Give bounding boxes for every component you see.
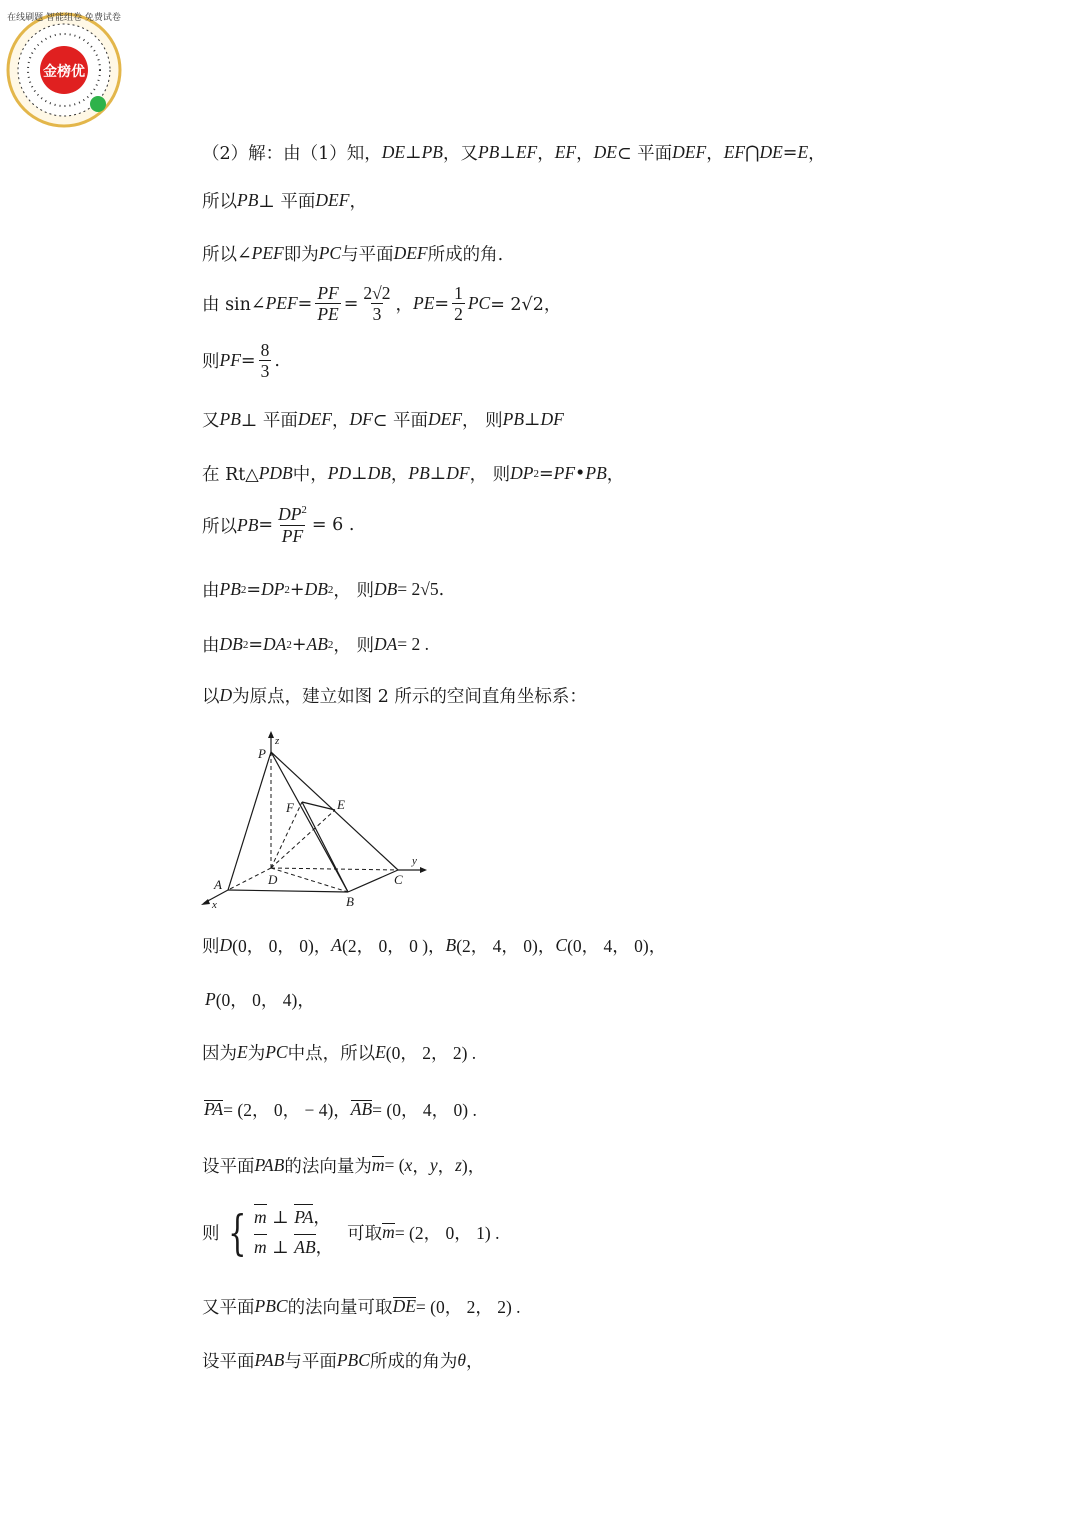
y-arrow-icon	[420, 867, 427, 873]
vector-pa: PA	[204, 1099, 224, 1119]
text-line-19: 设平面 PAB 与平面 PBC 所成的角为 θ ，	[202, 1350, 484, 1372]
label-c: C	[394, 872, 403, 887]
label-e: E	[337, 797, 345, 812]
label-f: F	[286, 800, 294, 815]
label-p: P	[258, 746, 266, 761]
vector-m: m	[371, 1155, 385, 1175]
text-line-4: 由 sin ∠PEF = $\frac{PF}{PE}$ = $\frac{2√2}{3}$ ， PE = $\frac{1}{2}$ PC = 2√2，	[202, 283, 562, 325]
fraction-sin-value: $\frac{2√2}{3}$	[363, 283, 391, 325]
fraction-half: $\frac{1}{2}$	[454, 283, 463, 325]
edge-pb	[271, 752, 348, 892]
edge-bc	[348, 870, 398, 892]
label-y: y	[412, 855, 417, 867]
edge-ab	[228, 890, 348, 892]
edge-pa	[228, 752, 271, 890]
segment-fe	[302, 802, 335, 810]
text-line-16: 设平面 PAB 的法向量为 m = ( x ， y ， z )，	[202, 1155, 486, 1177]
label-z: z	[275, 735, 280, 747]
text-line-17: 则 { m ⊥ PA， m ⊥ AB， 可取 m = (2， 0， 1) .	[202, 1204, 500, 1261]
fraction-pf: $\frac{8}{3}$	[260, 340, 270, 382]
segment-de	[271, 810, 335, 868]
left-brace: {	[227, 1204, 246, 1261]
text-line-3: 所以 ∠PEF 即为 PC 与平面 DEF 所成的角.	[202, 243, 504, 265]
text-line-18: 又平面 PBC 的法向量可取 DE = (0， 2， 2) .	[202, 1296, 521, 1318]
text-line-5: 则 PF = $\frac{8}{3}$ .	[202, 340, 280, 382]
z-arrow-icon	[268, 731, 274, 738]
text-line-15: PA = (2， 0， − 4)， AB = (0， 4， 0) .	[204, 1099, 477, 1120]
logo-top-text: 在线刷题 智能组卷 免费试卷	[7, 13, 121, 23]
logo-badge	[2, 4, 126, 128]
fraction-pb: $\frac{DP^2}{PF}$	[278, 504, 307, 547]
text-line-7: 在 Rt△ PDB 中， PD ⊥ DB ， PB ⊥ DF ， 则 DP 2 = PF • PB ，	[202, 463, 625, 485]
text-line-2: 所以 PB ⊥ 平面 DEF ，	[202, 190, 367, 212]
pyramid-figure	[198, 730, 430, 912]
text-line-10: 由 DB 2 = DA 2 + AB 2 ， 则 DA = 2 .	[202, 634, 430, 656]
text-line-13: P (0， 0， 4)，	[205, 989, 315, 1010]
label-b: B	[346, 894, 354, 909]
text-line-14: 因为 E 为 PC 中点，所以 E (0， 2， 2) .	[202, 1042, 477, 1064]
text-line-1: （2）解：由（1）知， DE ⊥ PB ，又 PB ⊥ EF ， EF ， DE ⊂ 平面 DEF ， EF ⋂ DE = E ，	[202, 142, 826, 164]
label-d: D	[268, 872, 278, 887]
vector-de: DE	[392, 1296, 416, 1316]
label-a: A	[214, 877, 222, 892]
text-line-11: 以 D 为原点，建立如图 2 所示的空间直角坐标系：	[202, 685, 587, 707]
logo-center-text: 金榜优	[43, 64, 85, 80]
mini-program-icon	[90, 96, 106, 112]
label-x: x	[212, 899, 217, 911]
vector-ab: AB	[350, 1099, 373, 1119]
text-line-6: 又 PB ⊥ 平面 DEF ， DF ⊂ 平面 DEF ， 则 PB ⊥ DF	[202, 409, 564, 431]
text-line-8: 所以 PB = $\frac{DP^2}{PF}$ = 6 .	[202, 504, 355, 547]
text-line-9: 由 PB 2 = DP 2 + DB 2 ， 则 DB = 2 √5 .	[202, 579, 445, 601]
fraction-pf-pe: $\frac{PF}{PE}$	[317, 283, 339, 325]
text-line-12: 则 D (0， 0， 0)， A (2， 0， 0 )， B (2， 4， 0)， C (0， 4， 0)，	[202, 935, 667, 957]
equation-system: m ⊥ PA， m ⊥ AB，	[254, 1203, 333, 1263]
segment-fb	[302, 802, 348, 892]
